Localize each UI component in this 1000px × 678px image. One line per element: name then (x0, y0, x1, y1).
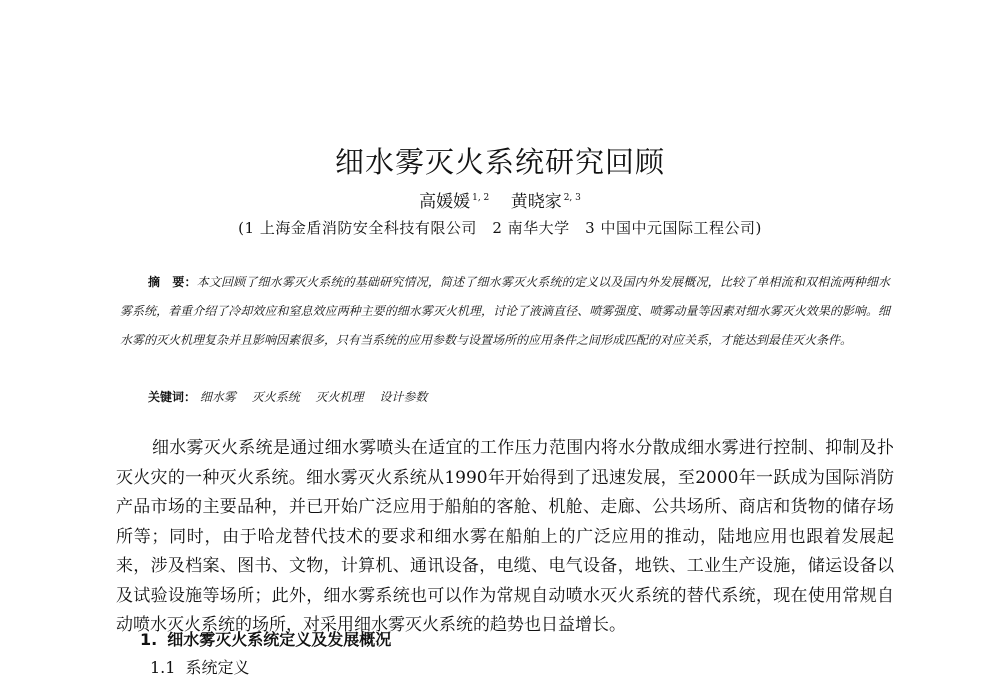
keyword: 细水雾 (199, 390, 236, 404)
keyword: 设计参数 (379, 390, 428, 404)
keywords-label: 关键词： (148, 390, 197, 404)
keyword: 灭火系统 (251, 390, 300, 404)
paper-title: 细水雾灭火系统研究回顾 (334, 145, 665, 179)
section-heading-1-number: 1. (140, 630, 158, 649)
affiliations: (1 上海金盾消防安全科技有限公司 2 南华大学 3 中国中元国际工程公司) (238, 219, 762, 237)
author-2-affil-marks: 2, 3 (563, 193, 581, 203)
body-paragraph: 细水雾灭火系统是通过细水雾喷头在适宜的工作压力范围内将水分散成细水雾进行控制、抑制及扑灭火灾的一种灭火系统。细水雾灭火系统从1990年开始得到了迅速发展，至2000年一跃成为国际消防产品市场的主要品种，并已开始广泛应用于船舶的客舱、机舱、走廊、公共场所、商店和货物的储存场所等；同时，由于哈龙替代技术的要求和细水雾在船舶上的广泛应用的推动，陆地应用也跟着发展起来，涉及档案、图书、文物，计算机、通讯设备，电缆、电气设备，地铁、工业生产设施，储运设备以及试验设施等场所；此外，细水雾系统也可以作为常规自动喷水灭火系统的替代系统，现在使用常规自动喷水灭火系统的场所，对采用细水雾灭火系统的趋势也日益增长。 (116, 438, 894, 635)
abstract-text: 本文回顾了细水雾灭火系统的基础研究情况，简述了细水雾灭火系统的定义以及国内外发展概况，比较了单相流和双相流两种细水雾系统，着重介绍了冷却效应和窒息效应两种主要的细水雾灭火机理，讨论了液滴直径、喷雾强度、喷雾动量等因素对细水雾灭火效果的影响。细水雾的灭火机理复杂并且影响因素很多，只有当系统的应用参数与设置场所的应用条件之间形成匹配的对应关系，才能达到最佳灭火条件。 (120, 275, 890, 347)
keywords (148, 388, 439, 405)
section-heading-1-title: 细水雾灭火系统定义及发展概况 (167, 630, 392, 649)
author-line (0, 187, 1000, 212)
section-heading-1-1 (150, 655, 249, 678)
section-heading-1-1-number: 1.1 (150, 658, 176, 677)
author-1 (419, 187, 489, 212)
author-1-affil-marks: 1, 2 (472, 193, 490, 203)
author-2 (511, 187, 581, 212)
author-2-name: 黄晓家 (510, 192, 562, 212)
abstract-label: 摘 要： (148, 275, 197, 289)
section-heading-1 (140, 627, 391, 650)
keyword: 灭火机理 (315, 390, 364, 404)
abstract (120, 268, 890, 355)
author-1-name: 高媛媛 (419, 192, 471, 212)
section-heading-1-1-title: 系统定义 (185, 658, 250, 677)
